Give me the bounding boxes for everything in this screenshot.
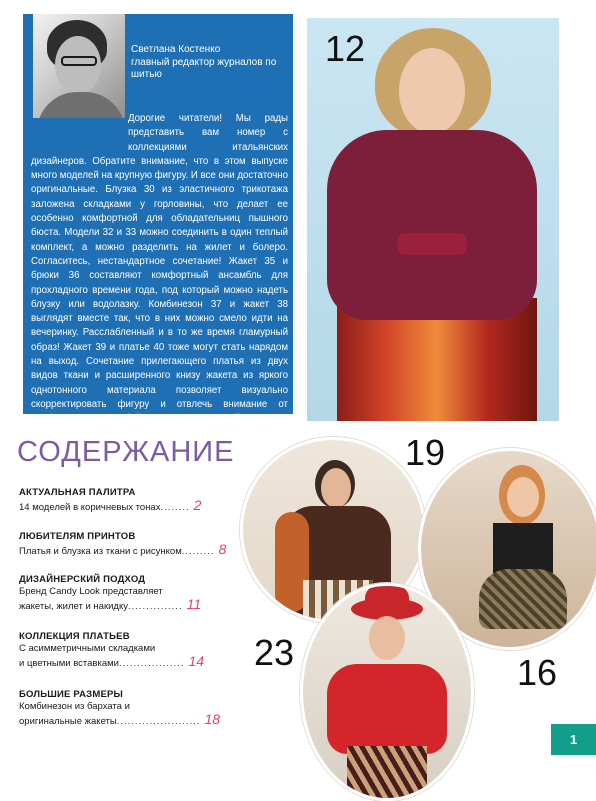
toc-section: АКТУАЛЬНАЯ ПАЛИТРА bbox=[19, 487, 136, 498]
toc-page-number: 11 bbox=[186, 596, 202, 612]
toc-entry[interactable] bbox=[19, 531, 234, 558]
contents-title: СОДЕРЖАНИЕ bbox=[17, 436, 235, 468]
toc-page-number: 18 bbox=[204, 711, 221, 727]
toc-section: ЛЮБИТЕЛЯМ ПРИНТОВ bbox=[19, 531, 136, 542]
toc-entry[interactable] bbox=[19, 574, 234, 613]
toc-section: ДИЗАЙНЕРСКИЙ ПОДХОД bbox=[19, 574, 146, 585]
editor-portrait bbox=[33, 14, 125, 118]
model-number-23: 23 bbox=[254, 632, 295, 673]
toc-entry[interactable] bbox=[19, 689, 234, 728]
toc-section: КОЛЛЕКЦИЯ ПЛАТЬЕВ bbox=[19, 631, 130, 642]
toc-page-number: 2 bbox=[193, 497, 202, 513]
toc-leader: ........ bbox=[160, 502, 190, 513]
model-photo-23 bbox=[300, 583, 474, 801]
editor-name: Светлана Костенко bbox=[131, 44, 221, 55]
toc-leader: ............... bbox=[128, 601, 183, 612]
toc-description: Платья и блузка из ткани с рисунком bbox=[19, 546, 182, 557]
toc-description-line: Комбинезон из бархата и bbox=[19, 701, 130, 712]
toc-page-number: 14 bbox=[188, 653, 205, 669]
cover-model-number: 12 bbox=[325, 28, 366, 69]
toc-entry[interactable] bbox=[19, 487, 234, 514]
toc-leader: ....................... bbox=[116, 716, 201, 727]
editor-letter-box bbox=[23, 14, 293, 425]
toc-section: БОЛЬШИЕ РАЗМЕРЫ bbox=[19, 689, 124, 700]
toc-description-line: Бренд Candy Look представляет bbox=[19, 586, 163, 597]
toc-leader: .................. bbox=[118, 658, 185, 669]
toc-entry[interactable] bbox=[19, 631, 234, 670]
editor-role: главный редактор журналов по шитью bbox=[131, 57, 277, 80]
toc-description: 14 моделей в коричневых тонах bbox=[19, 502, 161, 513]
model-number-19: 19 bbox=[405, 432, 446, 473]
editor-letter-text: Дорогие читатели! Мы рады представить вам номер с коллекциями итальянских дизайнеров. Обратите внимание, что в этом выпуске много моделей на крупную фигуру. И все они достаточно оригинальные. Блузка 30 из эластичного трикотажа заложена складками у горловины, что делает ее особенно комфортной для обладательниц пышного бюста. Модели 32 и 33 можно соединить в один теплый комплект, а можно разделить на жилет и болеро. Согласитесь, нестандартное сочетание! Жакет 35 и брюки 36 составляют комфортный ансамбль для прохладного времени года, под который можно надеть блузку или водолазку. Комбинезон 37 и жакет 38 выглядят вместе так, что в них можно смело идти на вечеринку. Расслабленный и в то же время гламурный образ! Жакет 39 и платье 40 тоже могут стать нарядом на выход. Сочетание прилегающего платья из двух видов ткани и расширенного книзу жакета из яркого однотонного материала позволяет визуально скорректировать фигуру и отвлечь внимание от проблемных зон. Не бойтесь смелых решений! bbox=[31, 113, 288, 425]
model-number-16: 16 bbox=[517, 652, 558, 693]
toc-description-line: С асимметричными складками bbox=[19, 643, 156, 654]
cover-model-photo bbox=[307, 18, 559, 421]
toc-description: жакеты, жилет и накидку bbox=[19, 601, 128, 612]
toc-page-number: 8 bbox=[218, 541, 227, 557]
toc-description: оригинальные жакеты bbox=[19, 716, 117, 727]
toc-leader: ......... bbox=[181, 546, 215, 557]
toc-description: и цветными вставками bbox=[19, 658, 119, 669]
page-folio: 1 bbox=[551, 724, 596, 755]
